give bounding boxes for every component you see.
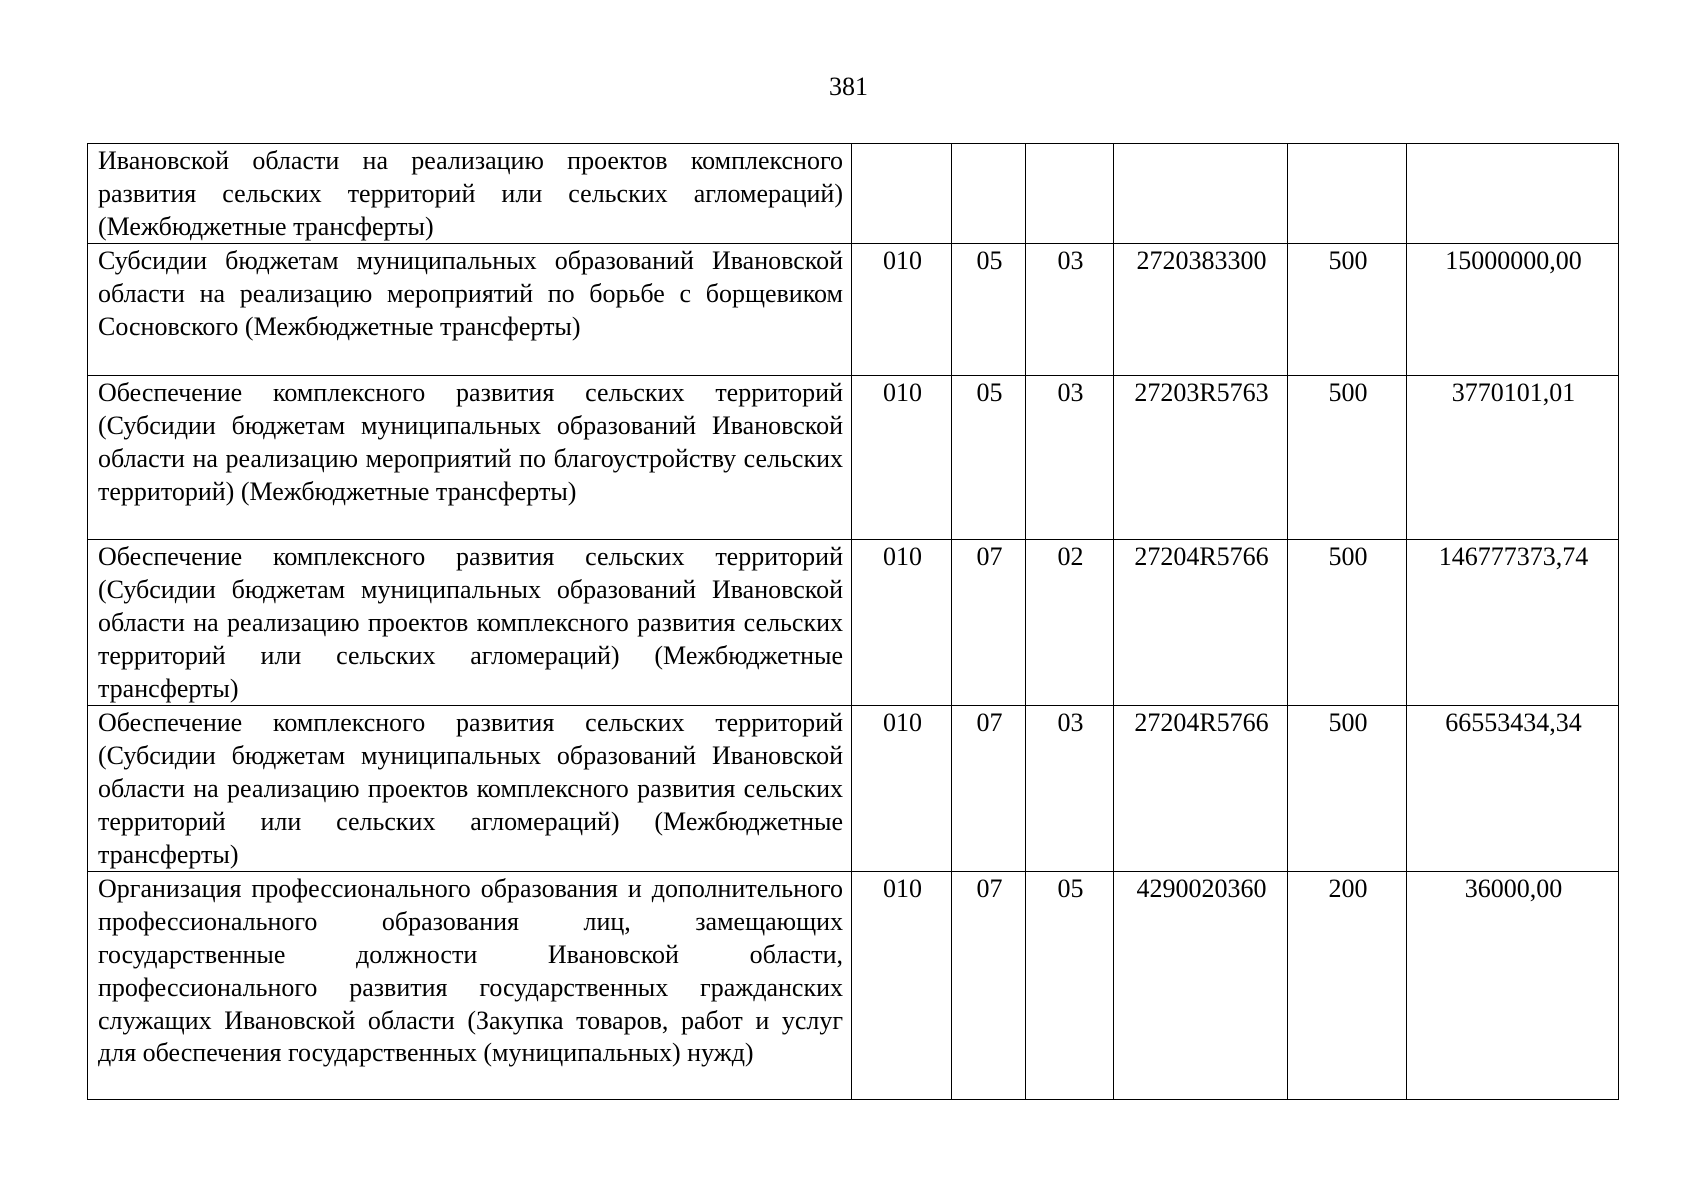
section-code: 07 — [952, 540, 1026, 706]
ministry-code: 010 — [852, 540, 952, 706]
table-row — [88, 144, 1619, 244]
ministry-code — [852, 144, 952, 244]
expense-type-code: 500 — [1288, 376, 1407, 540]
amount-cell: 146777373,74 — [1407, 540, 1619, 706]
table-row — [88, 706, 1619, 872]
amount-cell: 15000000,00 — [1407, 244, 1619, 376]
expense-type-code: 500 — [1288, 540, 1407, 706]
amount-cell: 3770101,01 — [1407, 376, 1619, 540]
target-article-code: 27204R5766 — [1114, 540, 1288, 706]
amount-cell — [1407, 144, 1619, 244]
expense-type-code: 500 — [1288, 706, 1407, 872]
section-code: 07 — [952, 872, 1026, 1100]
row-description: Ивановской области на реализацию проектов комплексного развития сельских территорий или сельских агломераций) (Межбюджетные трансферты) — [88, 144, 852, 244]
section-code — [952, 144, 1026, 244]
subsection-code: 03 — [1026, 706, 1114, 872]
target-article-code: 4290020360 — [1114, 872, 1288, 1100]
section-code: 07 — [952, 706, 1026, 872]
subsection-code: 05 — [1026, 872, 1114, 1100]
subsection-code: 03 — [1026, 244, 1114, 376]
ministry-code: 010 — [852, 706, 952, 872]
ministry-code: 010 — [852, 244, 952, 376]
amount-cell: 66553434,34 — [1407, 706, 1619, 872]
row-description: Обеспечение комплексного развития сельских территорий (Субсидии бюджетам муниципальных образований Ивановской области на реализацию проектов комплексного развития сельских территорий или сельских агломераций) (Межбюджетные трансферты) — [88, 540, 852, 706]
ministry-code: 010 — [852, 872, 952, 1100]
target-article-code — [1114, 144, 1288, 244]
table-row — [88, 376, 1619, 540]
ministry-code: 010 — [852, 376, 952, 540]
row-description: Субсидии бюджетам муниципальных образований Ивановской области на реализацию мероприятий по борьбе с борщевиком Сосновского (Межбюджетные трансферты) — [88, 244, 852, 376]
amount-cell: 36000,00 — [1407, 872, 1619, 1100]
row-description: Обеспечение комплексного развития сельских территорий (Субсидии бюджетам муниципальных образований Ивановской области на реализацию проектов комплексного развития сельских территорий или сельских агломераций) (Межбюджетные трансферты) — [88, 706, 852, 872]
table-row — [88, 540, 1619, 706]
subsection-code: 03 — [1026, 376, 1114, 540]
expense-type-code: 200 — [1288, 872, 1407, 1100]
budget-table — [87, 143, 1619, 1100]
page-number: 381 — [829, 72, 868, 101]
expense-type-code: 500 — [1288, 244, 1407, 376]
target-article-code: 2720383300 — [1114, 244, 1288, 376]
target-article-code: 27204R5766 — [1114, 706, 1288, 872]
expense-type-code — [1288, 144, 1407, 244]
section-code: 05 — [952, 244, 1026, 376]
table-row — [88, 244, 1619, 376]
row-description: Организация профессионального образования и дополнительного профессионального образования лиц, замещающих государственные должности Ивановской области, профессионального развития государственных гражданских служащих Ивановской области (Закупка товаров, работ и услуг для обеспечения государственных (муниципальных) нужд) — [88, 872, 852, 1100]
section-code: 05 — [952, 376, 1026, 540]
table-row — [88, 872, 1619, 1100]
target-article-code: 27203R5763 — [1114, 376, 1288, 540]
subsection-code: 02 — [1026, 540, 1114, 706]
row-description: Обеспечение комплексного развития сельских территорий (Субсидии бюджетам муниципальных образований Ивановской области на реализацию мероприятий по благоустройству сельских территорий) (Межбюджетные трансферты) — [88, 376, 852, 540]
subsection-code — [1026, 144, 1114, 244]
